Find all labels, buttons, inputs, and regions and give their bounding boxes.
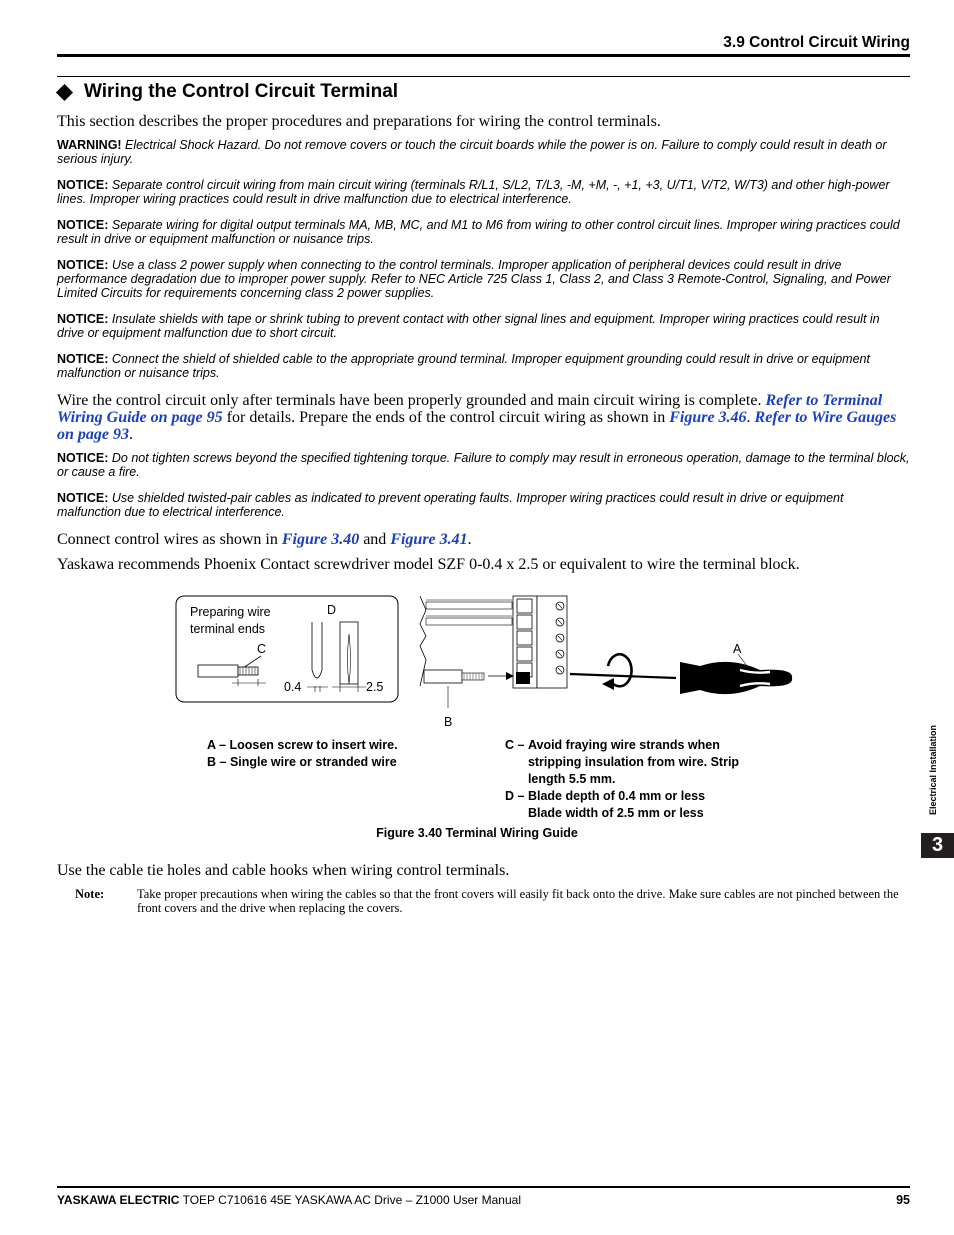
header-rule-thin: [57, 76, 910, 77]
notice-block: [57, 312, 910, 340]
notice-label: NOTICE:: [57, 218, 109, 232]
figure-3-46-link[interactable]: Figure 3.46: [669, 409, 747, 426]
legend-text: Blade depth of 0.4 mm or less Blade width of 2.5 mm or less: [527, 789, 706, 820]
notice-text: Use shielded twisted-pair cables as indicated to prevent operating faults. Improper wiring practices could result in drive or equipment malfunction due to electrical interference.: [57, 491, 844, 519]
wiring-text: for details. Prepare the ends of the control circuit wiring as shown in: [222, 409, 670, 426]
warning-label: WARNING!: [57, 138, 122, 152]
notice-block: [57, 491, 910, 519]
footer-brand: YASKAWA ELECTRIC: [57, 1193, 180, 1207]
page-number: 95: [896, 1193, 910, 1207]
cable-tie-paragraph: Use the cable tie holes and cable hooks when wiring control terminals.: [57, 862, 510, 879]
legend-text: Avoid fraying wire strands when stripping insulation from wire. Strip length 5.5 mm.: [527, 738, 740, 786]
wire-gauges-link[interactable]: Refer to Wire Gauges on page 93: [57, 409, 897, 443]
warning-text: Electrical Shock Hazard. Do not remove covers or touch the circuit boards while the power is on. Failure to comply could result in death or serious injury.: [57, 138, 887, 166]
wiring-paragraph: [57, 392, 910, 443]
terminal-wiring-figure: [170, 590, 810, 740]
figure-legend-right: [505, 737, 770, 822]
terminal-wiring-guide-link[interactable]: Refer to Terminal Wiring Guide on page 95: [57, 392, 883, 426]
figure-3-40-link[interactable]: Figure 3.40: [281, 531, 360, 548]
figure-caption: Figure 3.40 Terminal Wiring Guide: [376, 826, 578, 840]
notice-label: NOTICE:: [57, 312, 109, 326]
legend-key: D –: [505, 789, 528, 803]
legend-item: [505, 788, 770, 822]
legend-item: [207, 754, 467, 771]
wiring-text: Wire the control circuit only after terminals have been properly grounded and main circuit wiring is complete.: [57, 392, 766, 409]
page-header-title: 3.9 Control Circuit Wiring: [723, 34, 910, 51]
header-rule: [57, 54, 910, 57]
label-a: A: [733, 642, 742, 656]
notice-text: Separate control circuit wiring from main circuit wiring (terminals R/L1, S/L2, T/L3, -M, +M, -, +1, +3, U/T1, V/T2, W/T3) and other high-power lines. Improper wiring practices could result in drive malfunction due to electrical interference.: [57, 178, 890, 206]
footer-document-info: [57, 1193, 521, 1207]
connect-text: Connect control wires as shown in: [57, 531, 282, 548]
legend-text: Loosen screw to insert wire.: [229, 738, 398, 752]
dim-depth: 0.4: [284, 680, 302, 694]
notice-block: [57, 178, 910, 206]
legend-key: C –: [505, 738, 528, 752]
dim-width: 2.5: [366, 680, 384, 694]
notice-text: Connect the shield of shielded cable to the appropriate ground terminal. Improper equipment grounding could result in drive or equipment malfunction or nuisance trips.: [57, 352, 870, 380]
inset-title-line2: terminal ends: [190, 622, 266, 636]
label-c: C: [257, 642, 267, 656]
label-d: D: [327, 603, 337, 617]
footer-rule: [57, 1186, 910, 1188]
main-content: [57, 113, 910, 581]
legend-item: [207, 737, 467, 754]
note-label: Note:: [75, 887, 105, 901]
diamond-bullet-icon: [55, 83, 74, 102]
notice-text: Separate wiring for digital output terminals MA, MB, MC, and M1 to M6 from wiring to other control circuit lines. Improper wiring practices could result in drive or equipment malfunction or nuisance trips.: [57, 218, 900, 246]
inset-title-line1: Preparing wire: [190, 605, 271, 619]
notice-label: NOTICE:: [57, 491, 109, 505]
warning-block: [57, 138, 910, 166]
notice-block: [57, 218, 910, 246]
legend-key: A –: [207, 738, 230, 752]
notice-label: NOTICE:: [57, 178, 109, 192]
side-tab-label: Electrical Installation: [928, 724, 938, 815]
wiring-text: .: [746, 409, 755, 426]
connect-text: .: [467, 531, 472, 548]
notice-block: [57, 451, 910, 479]
intro-paragraph: This section describes the proper procedures and preparations for wiring the control terminals.: [57, 113, 661, 130]
wiring-text: .: [129, 426, 133, 443]
figure-legend-left: [207, 737, 467, 771]
notice-label: NOTICE:: [57, 352, 109, 366]
screwdriver-drawing: [570, 642, 792, 694]
inserted-wire-drawing: [424, 670, 514, 729]
notice-text: Use a class 2 power supply when connecting to the control terminals. Improper application of peripheral devices could result in drive performance degradation due to improper power supply. Refer to NEC Article 725 Class 1, Class 2, and Class 3 Remote-Control, Signaling, and Power Limited Circuits for requirements concerning class 2 power supplies.: [57, 258, 891, 300]
legend-key: B –: [207, 755, 230, 769]
notice-block: [57, 258, 910, 300]
notice-label: NOTICE:: [57, 258, 109, 272]
legend-text: Single wire or stranded wire: [229, 755, 397, 769]
section-heading: [55, 81, 398, 103]
note-text: Take proper precautions when wiring the cables so that the front covers will easily fit back onto the drive. Make sure cables are not pinched between the front covers and the drive when replacing the covers.: [137, 887, 899, 915]
footer-doc-title: TOEP C710616 45E YASKAWA AC Drive – Z1000 User Manual: [179, 1193, 521, 1207]
connect-text: and: [359, 531, 391, 548]
chapter-tab[interactable]: 3: [921, 833, 954, 858]
connect-paragraph: [57, 531, 910, 548]
figure-3-41-link[interactable]: Figure 3.41: [390, 531, 468, 548]
label-b: B: [444, 715, 453, 729]
note-block: [75, 887, 910, 915]
notice-block: [57, 352, 910, 380]
section-title: Wiring the Control Circuit Terminal: [84, 81, 399, 102]
notice-text: Insulate shields with tape or shrink tubing to prevent contact with other signal lines and equipment. Improper wiring practices could result in drive or equipment malfunction due to short circuit.: [57, 312, 880, 340]
legend-item: [505, 737, 770, 788]
notice-label: NOTICE:: [57, 451, 109, 465]
screwdriver-paragraph: Yaskawa recommends Phoenix Contact screwdriver model SZF 0-0.4 x 2.5 or equivalent to wire the terminal block.: [57, 556, 800, 573]
notice-text: Do not tighten screws beyond the specified tightening torque. Failure to comply may result in erroneous operation, damage to the terminal block, or cause a fire.: [57, 451, 910, 479]
